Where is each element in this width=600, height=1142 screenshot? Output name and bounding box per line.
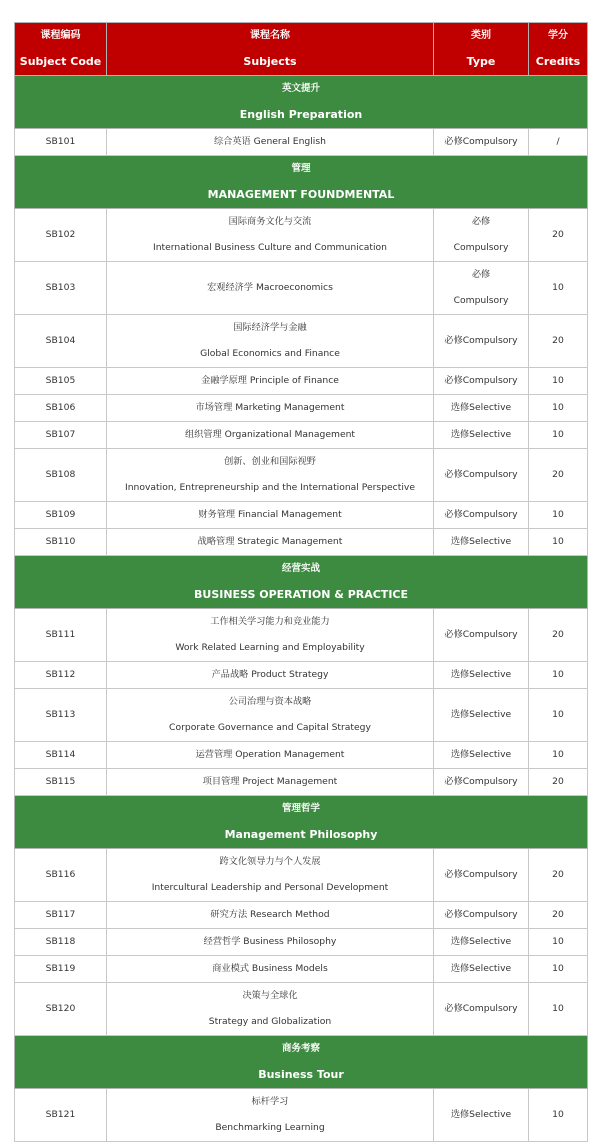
subject-type-cell-line: 必修 <box>471 216 491 227</box>
subject-code-cell: SB114 <box>15 742 107 769</box>
curriculum-table <box>14 22 588 1142</box>
table-row <box>15 502 588 529</box>
subject-name-cell-line: 财务管理 Financial Management <box>198 509 342 520</box>
table-row <box>15 769 588 796</box>
section-title-cn: 商务考察 <box>281 1043 320 1054</box>
subject-type-cell-line: 选修Selective <box>450 1109 512 1120</box>
section-title-en: MANAGEMENT FOUNDMENTAL <box>207 188 395 201</box>
section-title <box>15 76 588 129</box>
subject-name-cell <box>107 929 434 956</box>
subject-name-cell-line: Benchmarking Learning <box>215 1122 325 1133</box>
subject-type-cell <box>434 609 529 662</box>
subject-name-cell <box>107 956 434 983</box>
header-name <box>107 23 434 76</box>
subject-name-cell-line: 商业模式 Business Models <box>212 963 328 974</box>
subject-type-cell <box>434 689 529 742</box>
subject-credits-cell: 20 <box>529 902 588 929</box>
table-row <box>15 315 588 368</box>
subject-code-cell: SB101 <box>15 129 107 156</box>
subject-code-cell: SB116 <box>15 849 107 902</box>
subject-type-cell-line: 必修Compulsory <box>444 375 518 386</box>
subject-name-cell <box>107 529 434 556</box>
subject-type-cell <box>434 956 529 983</box>
subject-credits-cell: 20 <box>529 849 588 902</box>
subject-type-cell-line: 必修 <box>471 269 491 280</box>
subject-type-cell <box>434 368 529 395</box>
subject-code-cell: SB112 <box>15 662 107 689</box>
subject-name-cell-line: Strategy and Globalization <box>208 1016 332 1027</box>
subject-credits-cell: 10 <box>529 368 588 395</box>
subject-name-cell-line: 国际经济学与金融 <box>233 322 307 333</box>
subject-code-cell: SB104 <box>15 315 107 368</box>
subject-type-cell-line: 选修Selective <box>450 429 512 440</box>
subject-credits-cell: 20 <box>529 769 588 796</box>
subject-name-cell <box>107 689 434 742</box>
section-title-en: Business Tour <box>258 1068 344 1081</box>
subject-code-cell: SB113 <box>15 689 107 742</box>
subject-type-cell <box>434 849 529 902</box>
subject-type-cell <box>434 929 529 956</box>
subject-type-cell-line: 必修Compulsory <box>444 909 518 920</box>
subject-credits-cell: 10 <box>529 529 588 556</box>
subject-name-cell-line: 工作相关学习能力和竞业能力 <box>210 616 330 627</box>
subject-code-cell: SB109 <box>15 502 107 529</box>
subject-type-cell <box>434 262 529 315</box>
subject-credits-cell: 10 <box>529 689 588 742</box>
section-title-cn: 管理哲学 <box>281 803 320 814</box>
subject-name-cell-line: 综合英语 General English <box>214 136 326 147</box>
subject-type-cell <box>434 742 529 769</box>
subject-type-cell <box>434 662 529 689</box>
subject-type-cell-line: 必修Compulsory <box>444 469 518 480</box>
subject-name-cell <box>107 662 434 689</box>
subject-credits-cell: 20 <box>529 209 588 262</box>
table-row <box>15 395 588 422</box>
subject-type-cell-line: 必修Compulsory <box>444 136 518 147</box>
subject-type-cell-line: 选修Selective <box>450 402 512 413</box>
subject-name-cell-line: Corporate Governance and Capital Strategy <box>169 722 371 733</box>
subject-type-cell-line: 选修Selective <box>450 936 512 947</box>
subject-credits-cell: 20 <box>529 609 588 662</box>
subject-name-cell-line: 市场管理 Marketing Management <box>195 402 345 413</box>
section-title-cn: 管理 <box>291 163 311 174</box>
subject-type-cell <box>434 1089 529 1142</box>
subject-name-cell-line: 战略管理 Strategic Management <box>197 536 343 547</box>
table-header <box>15 23 588 76</box>
subject-type-cell-line: 必修Compulsory <box>444 1003 518 1014</box>
subject-name-cell <box>107 422 434 449</box>
table-row <box>15 129 588 156</box>
subject-name-cell <box>107 209 434 262</box>
subject-name-cell-line: 组织管理 Organizational Management <box>184 429 356 440</box>
subject-type-cell <box>434 395 529 422</box>
subject-credits-cell: 10 <box>529 956 588 983</box>
subject-name-cell <box>107 742 434 769</box>
subject-credits-cell: 10 <box>529 262 588 315</box>
subject-code-cell: SB106 <box>15 395 107 422</box>
subject-credits-cell: 10 <box>529 742 588 769</box>
subject-name-cell-line: 宏观经济学 Macroeconomics <box>207 282 333 293</box>
subject-credits-cell: 10 <box>529 502 588 529</box>
subject-credits-cell: 10 <box>529 983 588 1036</box>
table-row <box>15 983 588 1036</box>
subject-name-cell-line: Intercultural Leadership and Personal Development <box>151 882 389 893</box>
subject-name-cell-line: Work Related Learning and Employability <box>175 642 365 653</box>
subject-code-cell: SB103 <box>15 262 107 315</box>
section-title <box>15 556 588 609</box>
subject-type-cell-line: Compulsory <box>453 242 509 253</box>
subject-code-cell: SB111 <box>15 609 107 662</box>
subject-type-cell-line: 选修Selective <box>450 709 512 720</box>
subject-type-cell-line: 必修Compulsory <box>444 335 518 346</box>
subject-name-cell <box>107 849 434 902</box>
subject-code-cell: SB119 <box>15 956 107 983</box>
subject-name-cell-line: 运营管理 Operation Management <box>195 749 345 760</box>
section-header-row <box>15 76 588 129</box>
subject-type-cell-line: 必修Compulsory <box>444 869 518 880</box>
header-name-en: Subjects <box>243 55 297 68</box>
table-body <box>15 76 588 1142</box>
subject-type-cell <box>434 502 529 529</box>
subject-code-cell: SB115 <box>15 769 107 796</box>
section-header-row <box>15 1036 588 1089</box>
subject-code-cell: SB121 <box>15 1089 107 1142</box>
subject-code-cell: SB118 <box>15 929 107 956</box>
subject-type-cell-line: 选修Selective <box>450 536 512 547</box>
subject-name-cell <box>107 983 434 1036</box>
header-credits-en: Credits <box>535 55 581 68</box>
subject-name-cell-line: 标杆学习 <box>251 1096 289 1107</box>
subject-credits-cell: 10 <box>529 395 588 422</box>
table-row <box>15 956 588 983</box>
section-header-row <box>15 156 588 209</box>
section-title <box>15 796 588 849</box>
subject-type-cell <box>434 902 529 929</box>
subject-name-cell-line: Global Economics and Finance <box>200 348 340 359</box>
subject-name-cell <box>107 129 434 156</box>
section-header-row <box>15 556 588 609</box>
subject-name-cell-line: 金融学原理 Principle of Finance <box>201 375 339 386</box>
subject-type-cell <box>434 983 529 1036</box>
subject-name-cell <box>107 1089 434 1142</box>
header-credits <box>529 23 588 76</box>
subject-credits-cell: 10 <box>529 422 588 449</box>
subject-name-cell <box>107 315 434 368</box>
subject-type-cell-line: 选修Selective <box>450 749 512 760</box>
table-row <box>15 849 588 902</box>
subject-type-cell-line: 必修Compulsory <box>444 509 518 520</box>
table-row <box>15 609 588 662</box>
header-credits-cn: 学分 <box>548 30 568 41</box>
subject-name-cell <box>107 262 434 315</box>
subject-type-cell <box>434 129 529 156</box>
table-row <box>15 529 588 556</box>
subject-name-cell-line: 国际商务文化与交流 <box>228 216 312 227</box>
subject-name-cell-line: 产品战略 Product Strategy <box>211 669 329 680</box>
subject-code-cell: SB108 <box>15 449 107 502</box>
subject-credits-cell: 10 <box>529 929 588 956</box>
header-code <box>15 23 107 76</box>
subject-name-cell-line: Innovation, Entrepreneurship and the International Perspective <box>125 482 415 493</box>
section-title <box>15 1036 588 1089</box>
header-type <box>434 23 529 76</box>
section-title-en: Management Philosophy <box>224 828 378 841</box>
subject-type-cell-line: 必修Compulsory <box>444 776 518 787</box>
subject-credits-cell: 20 <box>529 449 588 502</box>
subject-name-cell-line: 项目管理 Project Management <box>202 776 338 787</box>
subject-name-cell <box>107 502 434 529</box>
subject-code-cell: SB110 <box>15 529 107 556</box>
subject-name-cell <box>107 368 434 395</box>
header-code-en: Subject Code <box>19 55 102 68</box>
subject-code-cell: SB107 <box>15 422 107 449</box>
subject-type-cell <box>434 209 529 262</box>
table-row <box>15 929 588 956</box>
subject-code-cell: SB117 <box>15 902 107 929</box>
subject-name-cell-line: 研究方法 Research Method <box>210 909 330 920</box>
subject-name-cell-line: 跨文化领导力与个人发展 <box>219 856 321 867</box>
section-title-cn: 经营实战 <box>281 563 320 574</box>
subject-code-cell: SB105 <box>15 368 107 395</box>
subject-type-cell <box>434 449 529 502</box>
subject-type-cell <box>434 315 529 368</box>
table-row <box>15 209 588 262</box>
subject-type-cell-line: 必修Compulsory <box>444 629 518 640</box>
section-title-cn: 英文提升 <box>281 83 320 94</box>
header-type-cn: 类别 <box>471 30 491 41</box>
table-row <box>15 1089 588 1142</box>
table-row <box>15 689 588 742</box>
header-type-en: Type <box>466 55 496 68</box>
table-row <box>15 662 588 689</box>
subject-name-cell <box>107 395 434 422</box>
subject-name-cell <box>107 902 434 929</box>
subject-name-cell-line: 创新、创业和国际视野 <box>224 456 316 467</box>
section-title <box>15 156 588 209</box>
table-row <box>15 262 588 315</box>
header-row <box>15 23 588 76</box>
subject-code-cell: SB120 <box>15 983 107 1036</box>
subject-credits-cell: 10 <box>529 662 588 689</box>
subject-type-cell-line: 选修Selective <box>450 669 512 680</box>
table-row <box>15 368 588 395</box>
subject-code-cell: SB102 <box>15 209 107 262</box>
subject-name-cell-line: 经营哲学 Business Philosophy <box>203 936 337 947</box>
subject-name-cell <box>107 609 434 662</box>
header-code-cn: 课程编码 <box>40 30 81 41</box>
subject-credits-cell: 10 <box>529 1089 588 1142</box>
section-header-row <box>15 796 588 849</box>
table-row <box>15 449 588 502</box>
subject-type-cell <box>434 422 529 449</box>
header-name-cn: 课程名称 <box>250 30 290 41</box>
subject-name-cell <box>107 769 434 796</box>
subject-credits-cell: 20 <box>529 315 588 368</box>
table-row <box>15 902 588 929</box>
table-row <box>15 742 588 769</box>
subject-type-cell <box>434 529 529 556</box>
section-title-en: BUSINESS OPERATION & PRACTICE <box>194 588 408 601</box>
subject-type-cell-line: 选修Selective <box>450 963 512 974</box>
subject-type-cell <box>434 769 529 796</box>
subject-credits-cell: / <box>529 129 588 156</box>
section-title-en: English Preparation <box>239 108 363 121</box>
subject-name-cell-line: 公司治理与资本战略 <box>228 696 312 707</box>
table-row <box>15 422 588 449</box>
subject-type-cell-line: Compulsory <box>453 295 509 306</box>
subject-name-cell-line: 决策与全球化 <box>242 990 298 1001</box>
subject-name-cell <box>107 449 434 502</box>
subject-name-cell-line: International Business Culture and Communication <box>153 242 387 253</box>
